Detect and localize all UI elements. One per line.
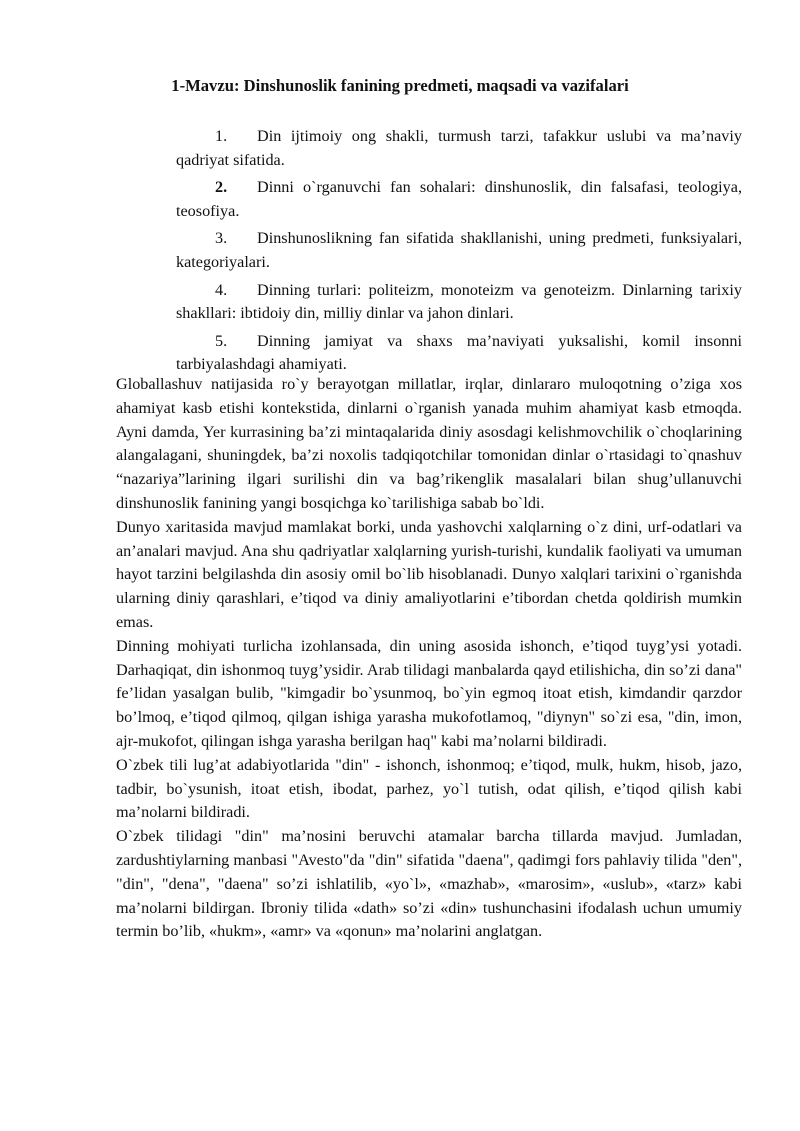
topic-item — [176, 125, 742, 172]
topic-text: Din ijtimoiy ong shakli, turmush tarzi, tafakkur uslubi va ma’naviy qadriyat sifatida. — [176, 127, 742, 169]
topic-number: 5. — [215, 331, 228, 350]
topic-item — [176, 176, 742, 223]
topic-number: 3. — [215, 229, 228, 248]
topic-item — [176, 227, 742, 274]
topic-text: Dinshunoslikning fan sifatida shakllanishi, uning predmeti, funksiyalari, kategoriyalari. — [176, 229, 742, 271]
topic-text: Dinni o`rganuvchi fan sohalari: dinshunoslik, din falsafasi, teologiya, teosofiya. — [176, 178, 742, 220]
paragraph: Globallashuv natijasida ro`y berayotgan millatlar, irqlar, dinlararo muloqotning o’ziga xos ahamiyat kasb etishi kontekstida, dinlarni o`rganish yanada muhim ahamiyat kasb etmoqda. Ayni damda, Yer kurrasining ba’zi mintaqalarida diniy asosdagi kelishmovchilik o`choqlarining alangalagani, shuningdek, ba’zi noxolis tadqiqotchilar tomonidan dinlar o`rtasidagi to`qnashuv “nazariya”larining ilgari surilishi din va bag’rikenglik masalalari bilan shug’ullanuvchi dinshunoslik fanining yangi bosqichga ko`tarilishiga sabab bo`ldi. — [116, 375, 742, 512]
body-text — [116, 373, 742, 944]
paragraph: Dinning mohiyati turlicha izohlansada, din uning asosida ishonch, e’tiqod tuyg’ysi yotadi. Darhaqiqat, din ishonmoq tuyg’ysidir. Arab tilidagi manbalarda qayd etilishicha, din so’zi dana" fe’lidan yasalgan bulib, "kimgadir bo`ysunmoq, bo`yin egmoq itoat etish, kimdandir qarzdor bo’lmoq, e’tiqod qilmoq, qilgan ishiga yarasha mukofotlamoq, "diynyn" so`zi esa, "din, imon, ajr-mukofot, qilingan ishga yarasha berilgan haq" kabi ma’nolarni bildiradi. — [116, 636, 742, 750]
topic-item — [176, 279, 742, 326]
topic-number: 1. — [215, 127, 228, 145]
paragraph: O`zbek tilidagi "din" ma’nosini beruvchi atamalar barcha tillarda mavjud. Jumladan, zardushtiylarning manbasi "Avesto"da "din" sifatida "daena", qadimgi fors pahlaviy tilida "den", "din", "dena", "daena" so’zi ishlatilib, «yo`l», «mazhab», «marosim», «uslub», «tarz» kabi ma’nolarni bildirgan. Ibroniy tilida «dath» so’zi «din» tushunchasini ifodalash uchun umumiy termin bo’lib, «hukm», «amr» va «qonun» ma’nolarini anglatgan. — [116, 827, 742, 941]
topic-list — [176, 125, 742, 381]
topic-number: 2. — [215, 178, 228, 197]
topic-text: Dinning jamiyat va shaxs ma’naviyati yuksalishi, komil insonni tarbiyalashdagi ahamiyati. — [176, 331, 742, 374]
topic-number: 4. — [215, 280, 228, 299]
topic-item — [176, 330, 742, 377]
topic-text: Dinning turlari: politeizm, monoteizm va genoteizm. Dinlarning tarixiy shakllari: ibtidoiy din, milliy dinlar va jahon dinlari. — [176, 280, 742, 323]
paragraph: O`zbek tili lug’at adabiyotlarida "din" - ishonch, ishonmoq; e’tiqod, mulk, hukm, hisob, jazo, tadbir, bo`ysunish, itoat etish, ibodat, parhez, yo`l tutish, odat qilish, e’tiqod qilish kabi ma’nolarni bildiradi. — [116, 755, 742, 822]
document-title: 1-Mavzu: Dinshunoslik fanining predmeti, maqsadi va vazifalari — [171, 76, 629, 95]
paragraph: Dunyo xaritasida mavjud mamlakat borki, unda yashovchi xalqlarning o`z dini, urf-odatlari va an’analari mavjud. Ana shu qadriyatlar xalqlarning yurish-turishi, kundalik faoliyati va umuman hayot tarzini belgilashda din asosiy omil bo`lib hisoblanadi. Dunyo xalqlari tarixini o`rganishda ularning diniy qarashlari, e’tiqod va diniy amaliyotlarini e’tibordan chetda qoldirish mumkin emas. — [116, 517, 742, 631]
